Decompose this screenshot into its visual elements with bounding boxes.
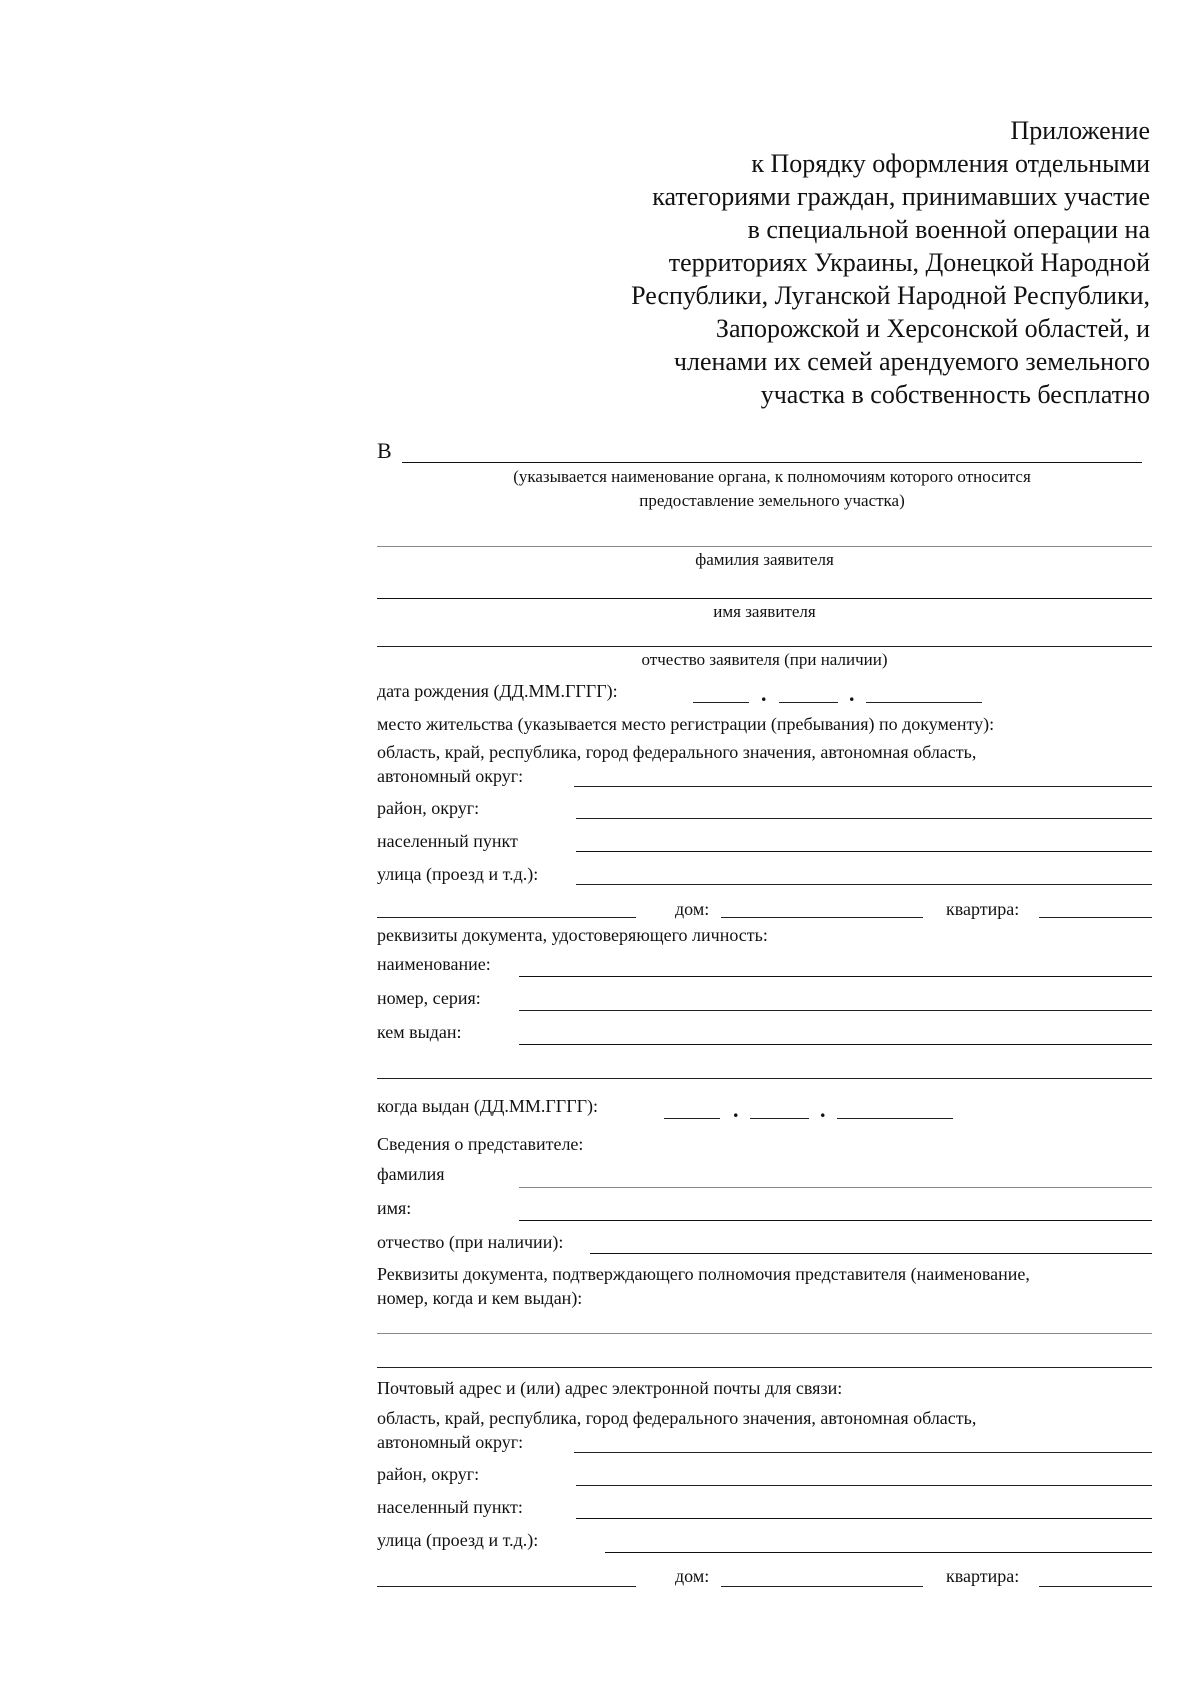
header-line-3: категориями граждан, принимавших участие — [652, 182, 1150, 211]
postal-street-field[interactable] — [605, 1552, 1152, 1553]
postal-district-label: район, округ: — [377, 1464, 480, 1484]
header-line-4: в специальной военной операции на — [747, 215, 1150, 244]
apartment-field[interactable] — [1039, 917, 1152, 918]
doc-issuer-continuation-field[interactable] — [377, 1078, 1152, 1079]
district-field[interactable] — [576, 818, 1152, 819]
house-field[interactable] — [721, 917, 923, 918]
doc-name-field[interactable] — [519, 976, 1152, 977]
street-field[interactable] — [576, 884, 1152, 885]
header-line-7: Запорожской и Херсонской областей, и — [715, 314, 1150, 343]
date-separator: . — [761, 681, 767, 706]
street-continuation-field[interactable] — [377, 917, 636, 918]
rep-label: Сведения о представителе: — [377, 1134, 584, 1154]
doc-number-label: номер, серия: — [377, 988, 481, 1008]
patronymic-field[interactable] — [377, 646, 1152, 647]
rep-name-label: имя: — [377, 1198, 412, 1218]
birth-year-field[interactable] — [866, 702, 982, 703]
rep-patronymic-field[interactable] — [590, 1253, 1152, 1254]
postal-house-field[interactable] — [721, 1586, 923, 1587]
header-line-1: Приложение — [1010, 116, 1150, 145]
patronymic-caption: отчество заявителя (при наличии) — [641, 650, 888, 669]
header-line-8: членами их семей арендуемого земельного — [673, 347, 1150, 376]
rep-surname-label: фамилия — [377, 1164, 445, 1184]
rep-name-field[interactable] — [519, 1220, 1152, 1221]
doc-date-label: когда выдан (ДД.ММ.ГГГГ): — [377, 1096, 599, 1116]
region-field[interactable] — [574, 786, 1152, 787]
rep-patronymic-label: отчество (при наличии): — [377, 1232, 564, 1252]
street-label: улица (проезд и т.д.): — [377, 864, 539, 884]
region-label-line-2: автономный округ: — [377, 766, 524, 786]
house-label: дом: — [675, 899, 710, 919]
postal-apartment-field[interactable] — [1039, 1586, 1152, 1587]
header-line-5: территориях Украины, Донецкой Народной — [668, 248, 1150, 277]
postal-apartment-label: квартира: — [946, 1566, 1020, 1586]
header-line-9: участка в собственность бесплатно — [760, 380, 1150, 409]
surname-field[interactable] — [377, 546, 1152, 547]
doc-name-label: наименование: — [377, 954, 491, 974]
postal-region-label-line-2: автономный округ: — [377, 1432, 524, 1452]
authority-caption-2: предоставление земельного участка) — [639, 491, 905, 510]
birth-month-field[interactable] — [779, 702, 838, 703]
apartment-label: квартира: — [946, 899, 1020, 919]
header-line-6: Республики, Луганской Народной Республики, — [631, 281, 1150, 310]
doc-number-field[interactable] — [519, 1010, 1152, 1011]
date-separator: . — [733, 1097, 739, 1122]
doc-year-field[interactable] — [837, 1118, 953, 1119]
postal-district-field[interactable] — [576, 1485, 1152, 1486]
postal-region-label-line-1: область, край, республика, город федерального значения, автономная область, — [377, 1408, 977, 1428]
district-label: район, округ: — [377, 798, 480, 818]
postal-street-continuation-field[interactable] — [377, 1586, 636, 1587]
birth-date-label: дата рождения (ДД.ММ.ГГГГ): — [377, 681, 618, 701]
postal-settlement-field[interactable] — [576, 1518, 1152, 1519]
authority-field[interactable] — [402, 462, 1142, 463]
postal-street-label: улица (проезд и т.д.): — [377, 1530, 539, 1550]
surname-caption: фамилия заявителя — [695, 550, 834, 569]
rep-doc-label-line-1: Реквизиты документа, подтверждающего полномочия представителя (наименование, — [377, 1264, 1030, 1284]
birth-day-field[interactable] — [693, 702, 749, 703]
postal-settlement-label: населенный пункт: — [377, 1497, 523, 1517]
postal-house-label: дом: — [675, 1566, 710, 1586]
rep-doc-label-line-2: номер, когда и кем выдан): — [377, 1288, 583, 1308]
rep-doc-field-1[interactable] — [377, 1333, 1152, 1334]
rep-surname-field[interactable] — [519, 1187, 1152, 1188]
name-caption: имя заявителя — [713, 602, 816, 621]
doc-month-field[interactable] — [750, 1118, 809, 1119]
settlement-field[interactable] — [576, 851, 1152, 852]
doc-issuer-field[interactable] — [519, 1044, 1152, 1045]
settlement-label: населенный пункт — [377, 831, 518, 851]
date-separator: . — [849, 681, 855, 706]
date-separator: . — [820, 1097, 826, 1122]
doc-issuer-label: кем выдан: — [377, 1022, 462, 1042]
id-doc-label: реквизиты документа, удостоверяющего личность: — [377, 925, 768, 945]
header-line-2: к Порядку оформления отдельными — [751, 149, 1150, 178]
to-prefix: В — [377, 438, 392, 463]
region-label-line-1: область, край, республика, город федерального значения, автономная область, — [377, 742, 977, 762]
postal-label: Почтовый адрес и (или) адрес электронной почты для связи: — [377, 1378, 843, 1398]
authority-caption-1: (указывается наименование органа, к полномочиям которого относится — [513, 467, 1031, 486]
residence-label: место жительства (указывается место регистрации (пребывания) по документу): — [377, 714, 995, 734]
postal-region-field[interactable] — [574, 1452, 1152, 1453]
doc-day-field[interactable] — [664, 1118, 720, 1119]
name-field[interactable] — [377, 598, 1152, 599]
rep-doc-field-2[interactable] — [377, 1367, 1152, 1368]
